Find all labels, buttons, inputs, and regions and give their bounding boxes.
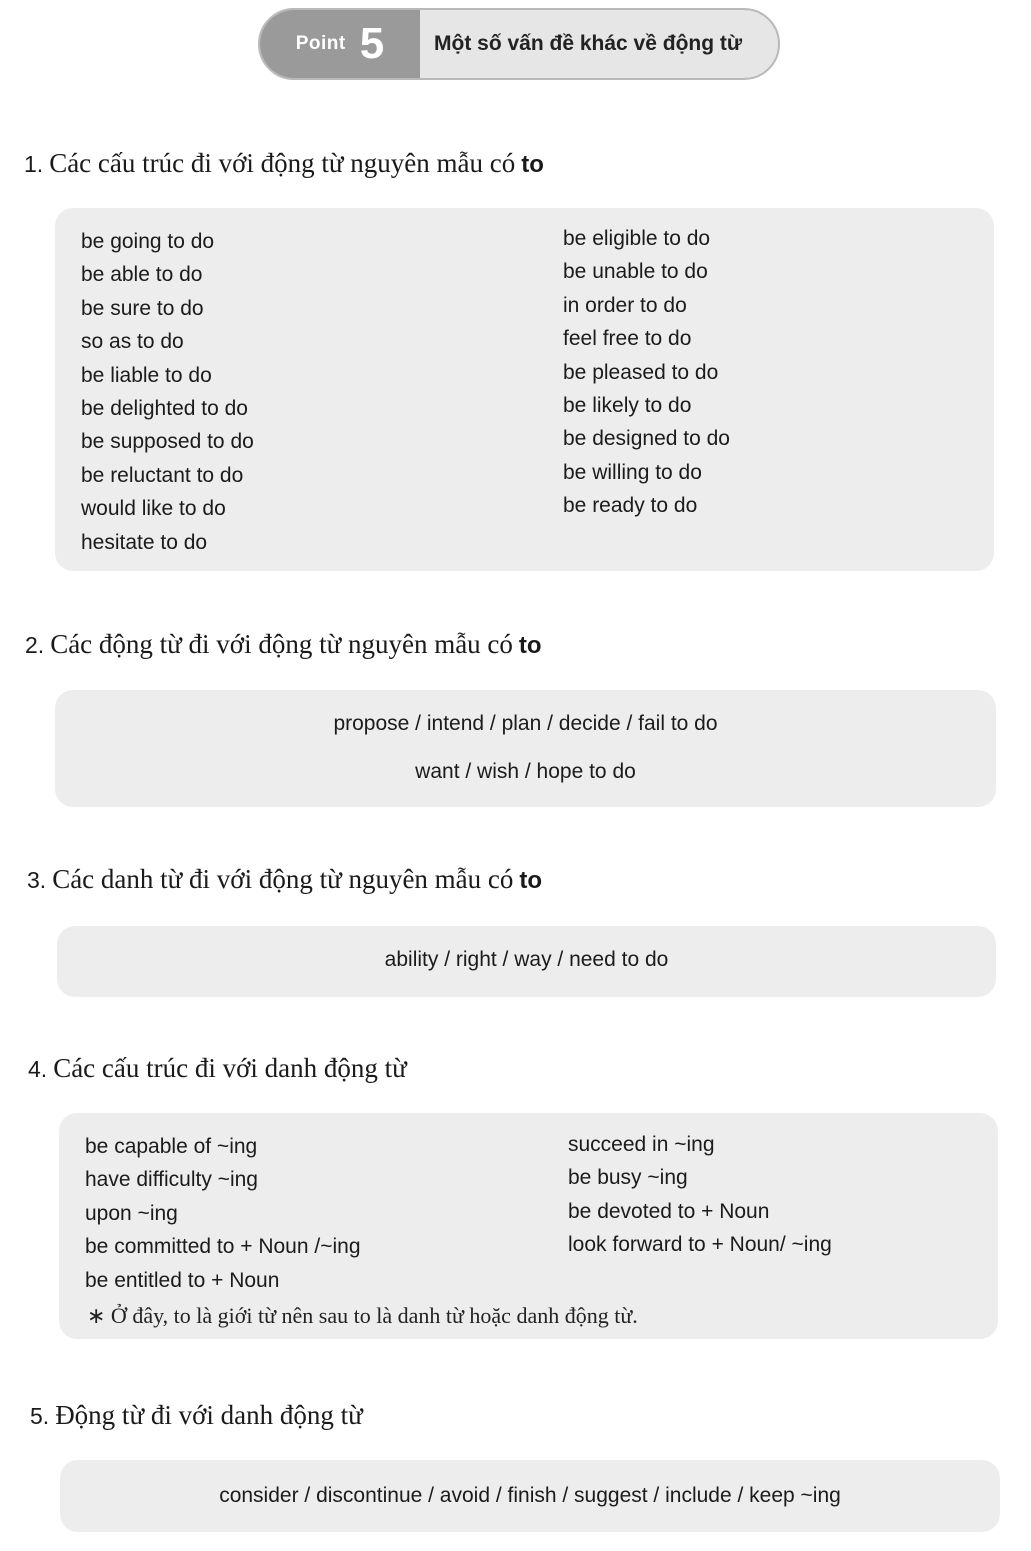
list-item: hesitate to do <box>81 530 208 554</box>
list-item: be going to do <box>81 230 215 253</box>
grammar-note: ∗ Ở đây, to là giới từ nên sau to là danh từ hoặc danh động từ. <box>87 1303 638 1328</box>
list-item: be willing to do <box>563 460 702 484</box>
list-item: be liable to do <box>81 363 212 387</box>
section-5-heading <box>30 1400 363 1431</box>
point-header <box>258 8 780 80</box>
left-column <box>81 225 254 559</box>
point-label: Point <box>295 33 346 54</box>
section-5-box <box>60 1460 1000 1532</box>
section-1-heading <box>24 148 544 179</box>
right-column <box>563 222 730 523</box>
list-item: be ready to do <box>563 494 698 518</box>
list-item: be devoted to + Noun <box>568 1199 770 1223</box>
section-number: 4. <box>28 1056 48 1082</box>
section-heading-text: Động từ đi với danh động từ <box>55 1400 363 1430</box>
section-heading-text: Các cấu trúc đi với danh động từ <box>53 1053 407 1083</box>
list-item: be capable of ~ing <box>85 1135 258 1158</box>
list-item: so as to do <box>81 330 184 354</box>
section-2-heading <box>25 629 542 660</box>
list-line: consider / discontinue / avoid / finish / suggest / include / keep ~ing <box>219 1484 841 1507</box>
section-2-box <box>55 690 996 807</box>
list-item: be pleased to do <box>563 360 719 384</box>
section-number: 5. <box>30 1403 50 1429</box>
right-column <box>568 1128 832 1262</box>
section-1-box <box>55 208 994 571</box>
list-item: feel free to do <box>563 327 692 351</box>
list-line: propose / intend / plan / decide / fail to do <box>333 712 718 735</box>
section-heading-text: Các động từ đi với động từ nguyên mẫu có <box>50 629 513 659</box>
list-item: have difficulty ~ing <box>85 1168 258 1192</box>
left-column <box>85 1130 361 1297</box>
heading-bold-to: to <box>521 151 544 178</box>
point-tag <box>260 10 420 78</box>
heading-bold-to: to <box>519 867 543 894</box>
list-item: be busy ~ing <box>568 1166 688 1190</box>
list-item: be committed to + Noun /~ing <box>85 1235 361 1259</box>
list-item: be able to do <box>81 263 203 287</box>
list-item: be likely to do <box>563 394 692 418</box>
section-number: 3. <box>27 867 47 893</box>
list-item: be sure to do <box>81 296 204 320</box>
point-title: Một số vấn đề khác về động từ <box>434 32 743 55</box>
section-heading-text: Các cấu trúc đi với động từ nguyên mẫu có <box>49 148 516 178</box>
list-item: be entitled to + Noun <box>85 1268 280 1292</box>
list-item: be unable to do <box>563 260 708 284</box>
list-line: ability / right / way / need to do <box>384 948 669 971</box>
list-item: would like to do <box>81 497 226 521</box>
section-3-heading <box>27 864 542 895</box>
heading-bold-to: to <box>518 632 542 659</box>
list-item: be supposed to do <box>81 430 254 454</box>
section-4-heading <box>28 1053 407 1084</box>
list-item: be designed to do <box>563 427 730 451</box>
section-4-box <box>59 1113 998 1339</box>
section-number: 2. <box>25 632 45 658</box>
list-item: be eligible to do <box>563 227 711 250</box>
list-item: be reluctant to do <box>81 463 244 487</box>
section-3-box <box>57 926 996 997</box>
point-number: 5 <box>359 19 385 68</box>
list-line: want / wish / hope to do <box>415 760 636 783</box>
section-heading-text: Các danh từ đi với động từ nguyên mẫu có <box>52 864 514 894</box>
list-item: succeed in ~ing <box>568 1133 715 1156</box>
list-item: look forward to + Noun/ ~ing <box>568 1233 832 1257</box>
list-item: be delighted to do <box>81 397 248 421</box>
list-item: upon ~ing <box>85 1201 178 1225</box>
section-number: 1. <box>24 151 44 177</box>
list-item: in order to do <box>563 293 687 317</box>
